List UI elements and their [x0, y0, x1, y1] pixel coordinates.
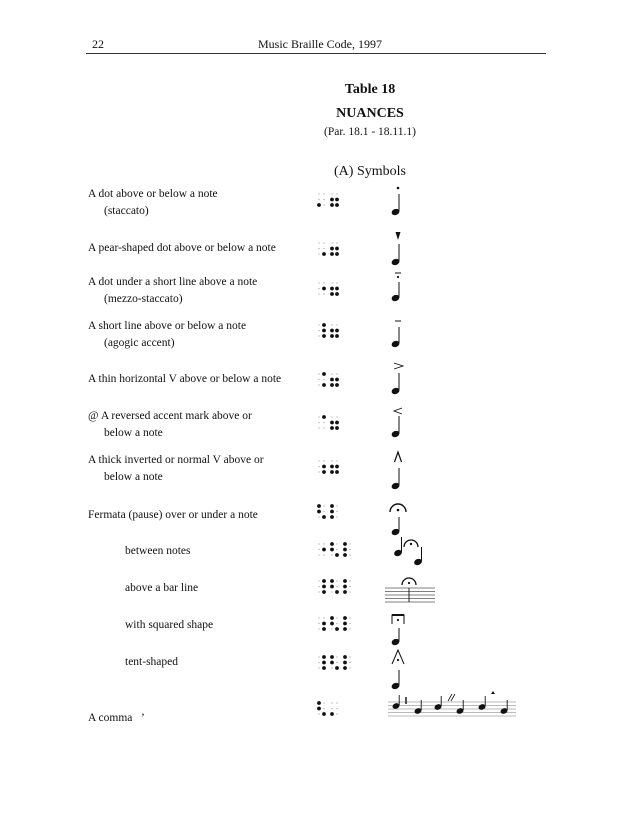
braille-dot-raised [343, 622, 347, 626]
braille-dot-raised [343, 579, 347, 583]
braille-dot-blank [331, 282, 332, 283]
braille-dot-raised [335, 247, 339, 251]
music-reversed-accent [380, 402, 420, 444]
braille-dot-blank [318, 253, 319, 254]
braille-dot-blank [349, 628, 350, 629]
braille-dot-raised [330, 655, 334, 659]
braille-dot-raised [330, 247, 334, 251]
braille-dot-raised [330, 510, 334, 514]
row-thin-v-label: A thin horizontal V above or below a note [88, 373, 282, 385]
braille-dot-blank [336, 373, 337, 374]
braille-dot-blank [323, 248, 324, 249]
braille-dot-raised [335, 287, 339, 291]
braille-dot-raised [330, 712, 334, 716]
braille-dot-blank [323, 708, 324, 709]
section-heading: (A) Symbols [334, 164, 406, 179]
braille-dot-raised [330, 661, 334, 665]
braille-fermata [316, 503, 356, 523]
braille-dot-blank [336, 662, 337, 663]
braille-dot-blank [323, 460, 324, 461]
braille-dot-blank [331, 324, 332, 325]
braille-dot-raised [322, 579, 326, 583]
braille-dot-raised [322, 666, 326, 670]
braille-dot-blank [318, 591, 319, 592]
braille-dot-blank [318, 248, 319, 249]
braille-staccato [316, 191, 356, 211]
braille-dot-blank [323, 242, 324, 243]
braille-dot-blank [336, 617, 337, 618]
braille-dot-raised [330, 465, 334, 469]
braille-dot-blank [331, 702, 332, 703]
braille-dot-raised [343, 661, 347, 665]
braille-dot-raised [330, 548, 334, 552]
row-fermata-label: Fermata (pause) over or under a note [88, 509, 258, 521]
braille-dot-raised [335, 334, 339, 338]
braille-dot-raised [322, 372, 326, 376]
music-fermata-above-bar-line [385, 571, 441, 607]
braille-dot-blank [323, 505, 324, 506]
paragraph-reference: (Par. 18.1 - 18.11.1) [324, 126, 416, 138]
braille-dot-blank [349, 591, 350, 592]
braille-dot-blank [318, 516, 319, 517]
braille-dot-raised [322, 252, 326, 256]
braille-dot-raised [330, 421, 334, 425]
braille-mezzo-staccato [316, 280, 356, 300]
music-staccato [380, 182, 420, 222]
braille-dot-raised [343, 627, 347, 631]
braille-dot-blank [336, 193, 337, 194]
braille-dot-blank [323, 199, 324, 200]
braille-dot-blank [336, 543, 337, 544]
braille-dot-raised [330, 470, 334, 474]
braille-dot-blank [349, 656, 350, 657]
braille-dot-blank [318, 460, 319, 461]
braille-dot-blank [323, 543, 324, 544]
braille-dot-raised [335, 590, 339, 594]
braille-dot-blank [331, 242, 332, 243]
braille-dot-raised [335, 383, 339, 387]
braille-dot-blank [323, 193, 324, 194]
braille-dot-raised [317, 510, 321, 514]
braille-dot-blank [318, 330, 319, 331]
music-tenuto [380, 312, 420, 352]
braille-dot-raised [330, 287, 334, 291]
row-thick-v-label: A thick inverted or normal V above or below a note [88, 454, 264, 483]
braille-dot-blank [336, 580, 337, 581]
braille-dot-blank [349, 667, 350, 668]
braille-dot-blank [318, 384, 319, 385]
braille-dot-blank [318, 242, 319, 243]
braille-dot-raised [322, 661, 326, 665]
braille-dot-blank [336, 516, 337, 517]
braille-dot-blank [318, 466, 319, 467]
braille-pear-dot [316, 240, 356, 260]
braille-dot-blank [318, 416, 319, 417]
braille-dot-blank [318, 667, 319, 668]
braille-dot-raised [322, 622, 326, 626]
braille-dot-blank [349, 549, 350, 550]
braille-dot-raised [330, 334, 334, 338]
braille-dot-raised [343, 666, 347, 670]
braille-dot-blank [331, 591, 332, 592]
braille-dot-blank [336, 702, 337, 703]
braille-dot-raised [335, 421, 339, 425]
braille-dot-raised [330, 198, 334, 202]
braille-dot-blank [349, 543, 350, 544]
braille-dot-blank [349, 586, 350, 587]
braille-dot-raised [343, 655, 347, 659]
braille-dot-raised [335, 378, 339, 382]
row-staccato-label: A dot above or below a note (staccato) [88, 188, 218, 217]
braille-dot-blank [336, 656, 337, 657]
braille-dot-blank [318, 628, 319, 629]
braille-dot-raised [330, 579, 334, 583]
braille-dot-raised [330, 329, 334, 333]
braille-dot-raised [335, 465, 339, 469]
braille-fermata-between-notes [316, 541, 366, 561]
braille-dot-blank [349, 554, 350, 555]
braille-dot-blank [349, 580, 350, 581]
braille-dot-blank [318, 288, 319, 289]
braille-dot-blank [318, 623, 319, 624]
braille-dot-blank [323, 422, 324, 423]
table-title: Table 18 [344, 82, 396, 97]
braille-tent-fermata [316, 654, 366, 674]
music-mezzo-staccato [380, 268, 420, 308]
braille-dot-blank [318, 427, 319, 428]
braille-dot-raised [335, 203, 339, 207]
music-marcato [380, 446, 420, 492]
braille-dot-raised [335, 553, 339, 557]
braille-dot-raised [317, 701, 321, 705]
braille-dot-blank [323, 282, 324, 283]
braille-dot-blank [323, 427, 324, 428]
braille-dot-raised [322, 329, 326, 333]
braille-dot-raised [335, 252, 339, 256]
braille-comma [316, 700, 356, 720]
braille-dot-blank [336, 324, 337, 325]
braille-dot-blank [336, 282, 337, 283]
braille-dot-blank [318, 554, 319, 555]
braille-dot-raised [343, 553, 347, 557]
row-mezzo-staccato-label: A dot under a short line above a note (mezzo-staccato) [88, 276, 258, 305]
braille-dot-raised [322, 655, 326, 659]
braille-dot-blank [331, 667, 332, 668]
braille-dot-blank [318, 293, 319, 294]
braille-dot-blank [331, 193, 332, 194]
braille-dot-blank [323, 293, 324, 294]
braille-dot-blank [323, 511, 324, 512]
row-agogic-accent-label: A short line above or below a note (agogic accent) [88, 320, 247, 349]
braille-thick-v [316, 458, 356, 478]
braille-dot-blank [323, 702, 324, 703]
row-above-bar-line-label: above a bar line [125, 582, 199, 594]
braille-dot-raised [343, 542, 347, 546]
braille-dot-blank [318, 617, 319, 618]
braille-dot-raised [322, 470, 326, 474]
braille-dot-raised [335, 666, 339, 670]
braille-dot-raised [330, 504, 334, 508]
braille-dot-blank [318, 580, 319, 581]
braille-dot-blank [331, 373, 332, 374]
header-rule [86, 53, 546, 54]
braille-dot-blank [336, 586, 337, 587]
row-between-notes-label: between notes [125, 545, 191, 557]
braille-dot-raised [330, 292, 334, 296]
braille-dot-raised [335, 627, 339, 631]
braille-dot-blank [318, 471, 319, 472]
braille-dot-blank [318, 373, 319, 374]
braille-dot-blank [336, 511, 337, 512]
braille-thin-v [316, 371, 356, 391]
braille-dot-blank [349, 623, 350, 624]
braille-dot-blank [318, 422, 319, 423]
braille-dot-raised [322, 712, 326, 716]
braille-dot-raised [330, 203, 334, 207]
braille-dot-raised [330, 616, 334, 620]
braille-dot-blank [323, 379, 324, 380]
braille-dot-raised [343, 585, 347, 589]
page-number: 22 [92, 37, 104, 51]
braille-dot-blank [323, 554, 324, 555]
braille-dot-raised [330, 622, 334, 626]
braille-dot-raised [335, 426, 339, 430]
braille-dot-raised [335, 470, 339, 474]
braille-dot-raised [335, 198, 339, 202]
braille-dot-raised [322, 415, 326, 419]
braille-dot-blank [318, 656, 319, 657]
table-subtitle: NUANCES [336, 106, 404, 121]
braille-dot-blank [331, 708, 332, 709]
music-squared-fermata [380, 608, 420, 648]
braille-dot-raised [322, 334, 326, 338]
braille-dot-raised [317, 203, 321, 207]
braille-fermata-above-bar-line [316, 578, 366, 598]
braille-dot-blank [331, 628, 332, 629]
braille-dot-raised [330, 542, 334, 546]
braille-dot-raised [322, 548, 326, 552]
braille-agogic-accent [316, 322, 356, 342]
braille-dot-blank [331, 554, 332, 555]
braille-dot-blank [318, 543, 319, 544]
braille-dot-blank [318, 335, 319, 336]
running-title: Music Braille Code, 1997 [258, 37, 382, 51]
music-comma-breath-mark [388, 691, 520, 725]
braille-dot-raised [343, 548, 347, 552]
braille-dot-raised [330, 252, 334, 256]
braille-dot-blank [318, 549, 319, 550]
braille-dot-blank [318, 713, 319, 714]
braille-dot-blank [336, 416, 337, 417]
braille-dot-blank [318, 193, 319, 194]
braille-dot-blank [318, 662, 319, 663]
braille-dot-raised [322, 515, 326, 519]
music-staccatissimo [380, 228, 420, 272]
braille-dot-raised [322, 585, 326, 589]
music-tent-fermata [380, 646, 420, 692]
braille-dot-blank [318, 324, 319, 325]
braille-dot-raised [330, 383, 334, 387]
braille-dot-raised [330, 378, 334, 382]
braille-dot-blank [336, 460, 337, 461]
braille-dot-raised [330, 585, 334, 589]
braille-dot-raised [322, 627, 326, 631]
braille-dot-blank [336, 505, 337, 506]
braille-dot-raised [322, 465, 326, 469]
braille-dot-blank [318, 586, 319, 587]
braille-dot-blank [349, 662, 350, 663]
braille-dot-raised [322, 590, 326, 594]
braille-dot-blank [323, 204, 324, 205]
braille-dot-raised [322, 383, 326, 387]
braille-dot-blank [323, 617, 324, 618]
braille-dot-blank [318, 379, 319, 380]
braille-dot-blank [336, 242, 337, 243]
braille-reversed-accent [316, 414, 356, 434]
braille-squared-fermata [316, 615, 366, 635]
braille-dot-raised [330, 515, 334, 519]
braille-dot-blank [318, 282, 319, 283]
braille-dot-raised [343, 616, 347, 620]
braille-dot-raised [330, 426, 334, 430]
braille-dot-raised [335, 292, 339, 296]
braille-dot-raised [322, 287, 326, 291]
braille-dot-blank [336, 708, 337, 709]
braille-dot-blank [331, 416, 332, 417]
braille-dot-raised [322, 323, 326, 327]
braille-dot-blank [331, 460, 332, 461]
braille-dot-blank [349, 617, 350, 618]
braille-dot-blank [336, 549, 337, 550]
braille-dot-raised [317, 504, 321, 508]
braille-dot-raised [317, 707, 321, 711]
music-accent [380, 358, 420, 400]
row-reversed-accent-label: @ A reversed accent mark above or below a note [88, 410, 252, 439]
row-tent-shaped-label: tent-shaped [125, 656, 179, 668]
row-squared-shape-label: with squared shape [125, 619, 214, 631]
braille-dot-raised [335, 329, 339, 333]
row-comma-label: A comma ’ [88, 712, 145, 724]
music-fermata-between-notes [390, 532, 440, 570]
braille-dot-blank [336, 623, 337, 624]
braille-dot-blank [318, 199, 319, 200]
row-pear-dot-label: A pear-shaped dot above or below a note [88, 242, 276, 254]
braille-dot-blank [336, 713, 337, 714]
braille-dot-raised [343, 590, 347, 594]
